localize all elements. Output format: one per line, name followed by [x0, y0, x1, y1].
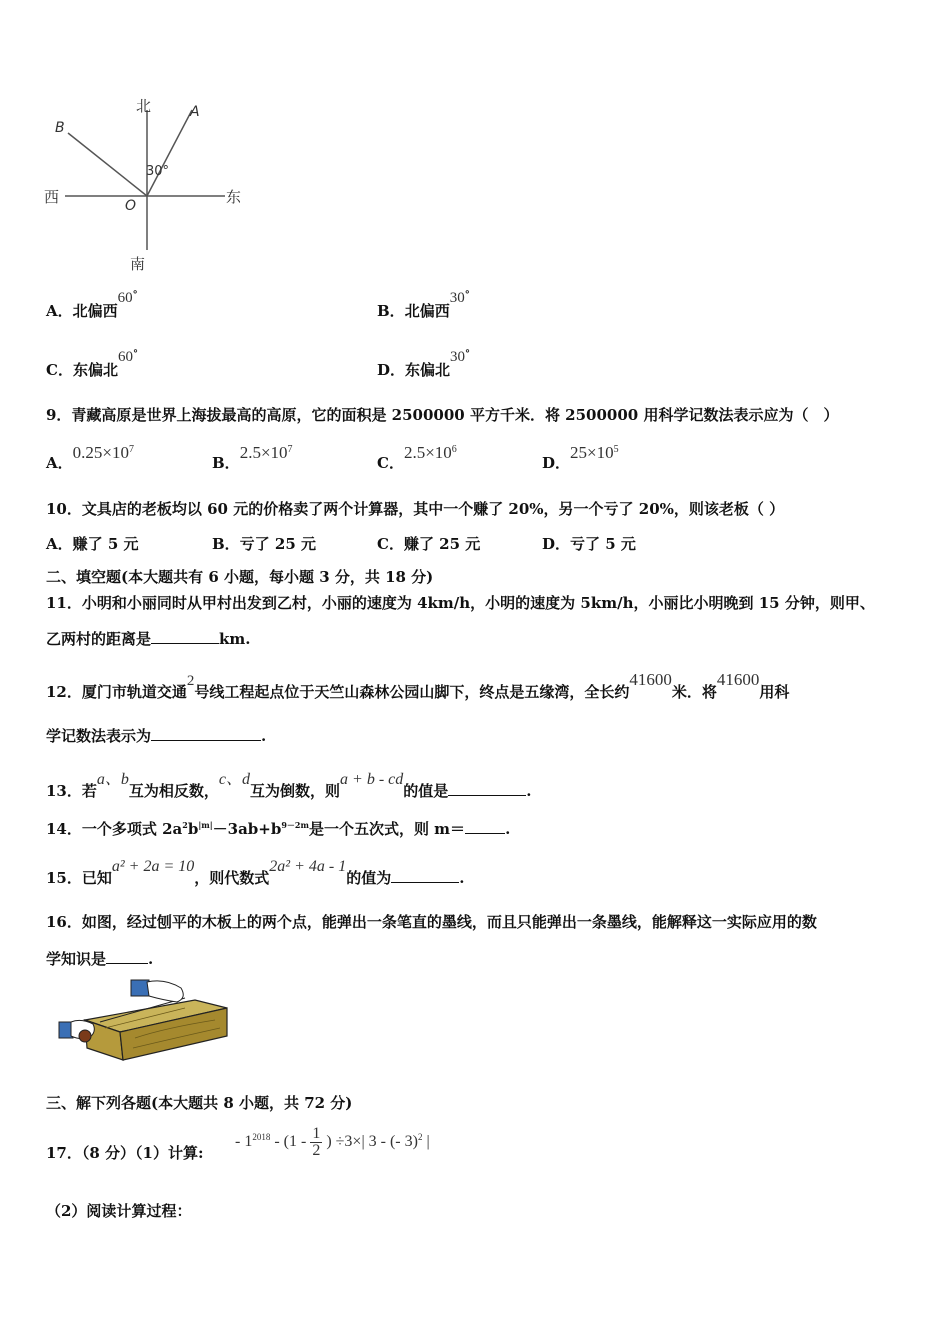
west-label: 西: [44, 188, 60, 206]
q8-option-c: C．东偏北$^{60^\circ}$: [46, 349, 138, 379]
origin-label: O: [125, 198, 137, 214]
q12-answer-blank: [151, 726, 261, 741]
ink-pot: [79, 1030, 91, 1042]
q11-line1: 11．小明和小丽同时从甲村出发到乙村，小丽的速度为 4km/h，小明的速度为 5km/h，小丽比小明晚到 15 分钟，则甲、: [46, 594, 875, 612]
q8-option-d: D．东偏北$^{30^\circ}$: [377, 349, 471, 379]
q9-option-c: C．$2.5\times 10^6$: [377, 443, 457, 472]
q16-answer-blank: [106, 949, 148, 964]
q9-option-a: A．$0.25\times 10^7$: [46, 443, 134, 472]
point-b-label: B: [55, 120, 65, 136]
q14-answer-blank: [465, 819, 505, 834]
q10-option-a: A．赚了 5 元: [46, 535, 139, 553]
ray-ob: [68, 133, 147, 196]
q10-option-b: B．亏了 25 元: [212, 535, 316, 553]
q9-stem: 9．青藏高原是世界上海拔最高的高原，它的面积是 2500000 平方千米．将 2500000 用科学记数法表示应为（ ）: [46, 406, 839, 424]
north-label: 北: [136, 97, 152, 115]
right-sleeve: [131, 980, 149, 996]
q11-line2: 乙两村的距离是 km.: [46, 630, 251, 648]
south-label: 南: [130, 255, 146, 273]
fraction: $\frac{1}{2}$: [312, 1125, 321, 1159]
q16-line1: 16．如图，经过刨平的木板上的两个点，能弹出一条笔直的墨线，而且只能弹出一条墨线，能解释这一实际应用的数: [46, 913, 817, 931]
angle-label: 30°: [146, 164, 170, 179]
q10-option-c: C．赚了 25 元: [377, 535, 481, 553]
q9-option-d: D．$25\times 10^5$: [542, 443, 619, 472]
q10-option-d: D．亏了 5 元: [542, 535, 636, 553]
q13: 13．若$^{a、b}$互为相反数，$^{c、d}$互为倒数，则$^{a + b - cd}$的值是 .: [46, 771, 532, 800]
ray-oa: [147, 110, 192, 196]
east-label: 东: [226, 188, 242, 206]
q11-answer-blank: [151, 629, 219, 644]
q9-option-b: B．$2.5\times 10^7$: [212, 443, 293, 472]
q15: 15．已知$^{a^2 + 2a = 10}$，则代数式$^{2a^2 + 4a - 1}$的值为 .: [46, 858, 465, 887]
right-hand: [147, 981, 183, 1002]
direction-diagram: [40, 95, 255, 275]
q8-option-a: A．北偏西$^{60^\circ}$: [46, 290, 138, 320]
q13-answer-blank: [448, 781, 526, 796]
q10-stem: 10．文具店的老板均以 60 元的价格卖了两个计算器，其中一个赚了 20%，另一个亏了 20%，则该老板（ ）: [46, 500, 785, 518]
q15-answer-blank: [391, 868, 459, 883]
q12-line1: 12．厦门市轨道交通$^2$号线工程起点位于天竺山森林公园山脚下，终点是五缘湾，全长约$^{41600}$米．将$^{41600}$用科: [46, 670, 790, 701]
point-a-label: A: [190, 104, 200, 120]
q17-label: 17．（8 分）（1）计算:: [46, 1144, 204, 1162]
q16-line2: 学知识是 .: [46, 950, 154, 968]
section3-heading: 三、解下列各题(本大题共 8 小题，共 72 分): [46, 1094, 353, 1112]
wooden-board-illustration: [45, 978, 235, 1063]
q17-expression: - $1^{2018} - (1$ - $\frac{1}{2}$ ) ÷3×| 3 - (- 3)$^2$ |: [235, 1125, 430, 1159]
q17-part2: （2）阅读计算过程：: [46, 1202, 192, 1220]
q8-option-b: B．北偏西$^{30^\circ}$: [377, 290, 470, 320]
section2-heading: 二、填空题(本大题共有 6 小题，每小题 3 分，共 18 分): [46, 568, 434, 586]
q14: 14．一个多项式 $2a^2b^{|m|}-3ab+b^{9-2m}$是一个五次式，则 m＝ .: [46, 820, 511, 838]
q12-line2: 学记数法表示为 .: [46, 727, 267, 745]
